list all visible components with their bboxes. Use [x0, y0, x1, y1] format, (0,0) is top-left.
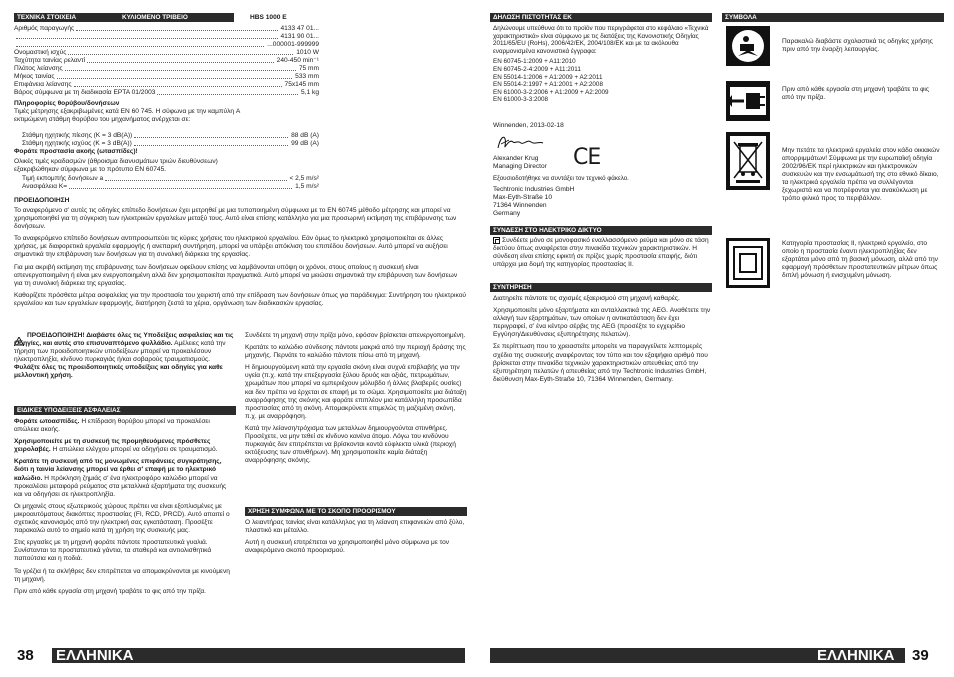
spec-row: [14, 57, 319, 65]
special-p7: Πριν από κάθε εργασία στη μηχανή τραβάτε το φις από την πρίζα.: [14, 587, 206, 595]
signer-title: Managing Director: [493, 163, 547, 171]
spec-leader-dots: [16, 46, 264, 47]
spec-row: [14, 65, 319, 73]
noise-leader-dots: [134, 145, 288, 146]
unplug-icon: [726, 81, 770, 121]
noise-value: 88 dB (A): [291, 132, 319, 139]
special-p3-bold: Κρατάτε τη συσκευή από τις μονωμένες επιφάνειες συγκράτησης, διότι η ταινία λείανσης μπορεί να έρθει σ' επαφή με το ηλεκτρικό καλώδιο.: [14, 458, 222, 482]
left-col2-text: [245, 332, 467, 469]
vibration-label: Τιμή εκπομπής δονήσεων a: [22, 175, 104, 182]
standard-item: EN 61000-3-3:2008: [493, 96, 548, 104]
right-footer-title: ΕΛΛΗΝΙΚΑ: [817, 647, 895, 664]
spec-value: 75 mm: [298, 65, 319, 72]
spec-value: 1010 W: [296, 49, 319, 56]
noise-value: 99 dB (A): [291, 140, 319, 147]
weee-bin-icon: [726, 132, 770, 190]
usage-p2: Αυτή η συσκευή επιτρέπεται να χρησιμοποιηθεί μόνο σύμφωνα με τον αναφερόμενο σκοπό προορισμού.: [245, 539, 450, 555]
caution-p1: Το αναφερόμενο σ' αυτές τις οδηγίες επίπεδο δονήσεων έχει μετρηθεί με μια τυποποιημένη σύμφωνα με το EN 60745 μέθοδο μέτρησης και μπορεί να χρησιμοποιηθεί για τη σύγκριση των ηλεκτρικών εργαλείων μεταξύ τους. Αυτό είναι επίσης κατάλληλο για μια προσωρινή εκτίμηση της επιβάρυνσης των δονήσεων.: [14, 207, 457, 231]
usage-header: [245, 507, 467, 516]
spec-leader-dots: [57, 78, 293, 79]
specs-header-title: ΤΕΧΝΙΚΑ ΣΤΟΙΧΕΙΑ: [17, 14, 77, 21]
company-name: Techtronic Industries GmbH: [493, 186, 575, 193]
spec-row: [14, 25, 319, 33]
declaration-place-date: Winnenden, 2013-02-18: [493, 122, 564, 129]
spec-label: Ονομαστική ισχύς: [14, 49, 67, 56]
vibration-value: 1,5 m/s²: [295, 183, 319, 190]
company-city: 71364 Winnenden: [493, 202, 547, 210]
company-country: Germany: [493, 210, 521, 218]
standard-item: EN 55014-2:1997 + A1:2001 + A2:2008: [493, 81, 603, 89]
spec-label: Πλάτος λείανσης: [14, 65, 63, 72]
noise-label: Στάθμη ηχητικής ισχύος (K = 3 dB(A)): [22, 140, 132, 147]
declaration-intro: Δηλώνουμε υπεύθυνα ότι το προϊόν που περιγράφεται στο κεφάλαιο «Τεχνικά χαρακτηριστικά» είναι σύμφωνο με τις διατάξεις της Κανονιστικής Οδηγίας 2011/65/EU (RoHs), 2006/42/EK, 2004/108/EK και με τα ακόλουθα εναρμονισμένα κανονιστικά έγγραφα:: [493, 25, 709, 55]
mains-header-label: ΣΥΝΔΕΣΗ ΣΤΟ ΗΛΕΚΤΡΙΚΟ ΔΙΚΤΥΟ: [493, 227, 602, 234]
vibration-label: Ανασφάλεια K=: [22, 183, 68, 190]
noise-leader-dots: [134, 137, 288, 138]
spec-label: Αριθμός παραγωγής: [14, 25, 75, 32]
special-p3: [14, 458, 236, 498]
col2-p3: Η δημιουργούμενη κατά την εργασία σκόνη είναι συχνά επιβλαβής για την υγεία (π.χ. κατά την επεξεργασία ξύλου δρυός και οξιάς, πετρωμάτων, χρωμάτων που μπορεί να εμπεριέχουν μόλυβδο ή άλλες βλαβερές ουσίες) και δεν πρέπει να έρχεται σε επαφή με το σώμα. Χρησιμοποιείτε μια διάταξη αναρρόφησης της σκόνης και φοράτε επιπλέον μια κατάλληλη προσωπίδα προστασίας από τη σκόνη. Απομακρύνετε επιμελώς τη μαζεμένη σκόνη, π.χ. με αναρρόφηση.: [245, 364, 467, 420]
spec-leader-dots: [65, 70, 296, 71]
spec-row: [14, 81, 319, 89]
declaration-block: [493, 25, 711, 104]
vibration-value: < 2,5 m/s²: [289, 175, 319, 182]
left-footer-title: ΕΛΛΗΝΙΚΑ: [56, 647, 134, 664]
caution-p2: Το αναφερόμενο επίπεδο δονήσεων αντιπροσωπεύει τις κύριες χρήσεις του ηλεκτρικού εργαλείου. Εάν όμως το ηλεκτρικό χρησιμοποιείται σε άλλες χρήσεις, με διαφορετικά εργαλεία εφαρμογής ή ανεπαρκή συντήρηση, μπορεί να υπάρξει απόκλιση του επιπέδου δονήσεων. Αυτό μπορεί να αυξήσει σημαντικά την επιβάρυνση των δονήσεων για τη συνολική διάρκεια της εργασίας.: [14, 235, 448, 259]
special-p5: Στις εργασίες με τη μηχανή φοράτε πάντοτε προστατευτικά γυαλιά. Συνίστανται τα προστατευτικά γάντια, τα σταθερά και αντιολισθητικά παπούτσια και η ποδιά.: [14, 539, 212, 563]
special-p2-text: Η απώλεια ελέγχου μπορεί να οδηγήσει σε τραυματισμό.: [50, 446, 218, 454]
spec-leader-dots: [74, 86, 282, 87]
maintenance-p3: Σε περίπτωση που το χρειαστείτε μπορείτε να παραγγείλετε λεπτομερές σχέδιο της συσκευής αναφέροντας τον τύπο και τον εξαψήφιο αριθμό που βρίσκεται στην πινακίδα τεχνικών χαρακτηριστικών απευθείας από την εξυπηρέτηση πελατών ή απευθείας από την Techtronic Industries GmbH, διεύθυνση Max-Eyth-Straße 10, 71364 Winnenden, Germany.: [493, 343, 708, 383]
spec-value: 533 mm: [295, 73, 319, 80]
caution-p4: Καθορίζετε πρόσθετα μέτρα ασφαλείας για την προστασία του χειριστή από την επίδραση των δονήσεων όπως για παράδειγμα: Συντήρηση του ηλεκτρικού εργαλείου και των εργαλείων εφαρμογής, διατήρηση ζεστά τα χέρια, οργάνωση των διαδικασιών εργασίας.: [14, 291, 466, 307]
warning-title: ΠΡΟΕΙΔΟΠΟΙΗΣΗ! Διαβάστε όλες τις Υποδείξεις ασφαλείας και τις Οδηγίες, και αυτές στο επισυναπτόμενο φυλλάδιο.: [14, 332, 234, 348]
caution-p3: Για μια ακριβή εκτίμηση της επιβάρυνσης των δονήσεων οφείλουν επίσης να λαμβάνονται υπόψη οι χρόνοι, στους οποίους η συσκευή είναι απενεργοποιημένη ή είναι μεν ενεργοποιημένη αλλά δεν χρησιμοποιείται πραγματικά. Αυτό μπορεί να μειώσει σημαντικά την επιβάρυνση των δονήσεων για τη συνολική διάρκεια της εργασίας.: [14, 263, 458, 287]
col2-p1: Συνδέετε τη μηχανή στην πρίζα μόνο, εφόσον βρίσκεται απενεργοποιημένη.: [245, 332, 466, 339]
special-p6: Τα γρέζια ή τα σκλήθρες δεν επιτρέπεται να απομακρύνονται με κινούμενη τη μηχανή.: [14, 567, 230, 583]
col2-p4: Κατά την λείανση/τρόχισμα των μεταλλων δημιουργούνται σπινθήρες. Προσέχετε, να μην τεθεί σε κίνδυνο κανένα άτομο. Λόγω του κινδύνου πυρκαγιάς δεν επιτρέπεται να βρίσκονται κοντά εύφλεκτα υλικά (περιοχή εκτόξευσης των σπινθήρων). Μη χρησιμοποιείτε καμία διάταξη αναρρόφησης σκόνης.: [245, 424, 456, 465]
company-street: Max-Eyth-Straße 10: [493, 194, 552, 202]
signature-icon: [495, 130, 555, 154]
noise-block: [14, 100, 304, 124]
noise-row: [22, 132, 319, 140]
symbol-text-3: Μην πετάτε τα ηλεκτρικά εργαλεία στον κάδο οικιακών απορριμμάτων! Σύμφωνα με την ευρωπαϊκή οδηγία 2002/96/ΕΚ περί ηλεκτρικών και ηλεκτρονικών συσκευών και την ενσωμάτωσή της στο εθνικό δίκαιο, τα ηλεκτρικά εργαλεία πρέπει να συλλέγονται ξεχωριστά και να ποτρέφονται για ανακύκλωση με τρόπο φιλικό προς το περιβάλλον.: [782, 147, 940, 202]
special-safety-header: [14, 406, 236, 415]
standard-item: EN 60745-2-4:2009 + A11:2011: [493, 65, 581, 73]
spec-leader-dots: [157, 94, 298, 95]
noise-row: [22, 140, 319, 148]
warning-block: [14, 332, 236, 381]
spec-leader-dots: [87, 62, 274, 63]
standards-list: [493, 58, 711, 104]
spec-label: Επιφάνεια λείανσης: [14, 81, 72, 88]
special-p2-bold: Χρησιμοποιείτε με τη συσκευή τις προμηθευόμενες πρόσθετες χειρολαβές.: [14, 438, 211, 454]
vibration-leader-dots: [105, 180, 286, 181]
spec-value: 4131 90 01...: [280, 33, 319, 40]
vibration-intro: Ολικές τιμές κραδασμών (άθροισμα διανυσμάτων τριών διευθύνσεων) εξακριβώθηκαν σύμφωνα με το πρότυπο EN 60745.: [14, 158, 218, 174]
ear-protection-note: Φοράτε προστασία ακοής (ωτασπίδες)!: [14, 148, 138, 155]
usage-text: [245, 519, 467, 559]
spec-value: 4133 47 01...: [280, 25, 319, 32]
standard-item: EN 61000-3-2:2006 + A1:2009 + A2:2009: [493, 88, 609, 96]
ce-mark-icon: CE: [573, 145, 601, 170]
maintenance-header: [490, 283, 712, 292]
spec-row: [14, 33, 319, 41]
symbols-header-label: ΣΥΜΒΟΛΑ: [725, 14, 757, 21]
symbol-text-2: Πριν από κάθε εργασία στη μηχανή τραβάτε το φις από την πρίζα.: [782, 86, 930, 101]
standard-item: EN 60745-1:2009 + A11:2010: [493, 58, 576, 66]
noise-label: Στάθμη ηχητικής πίεσης (K = 3 dB(A)): [22, 132, 133, 139]
spec-value: 240-450 min⁻¹: [276, 57, 319, 64]
signer-name: Alexander Krug: [493, 155, 539, 162]
declaration-header: [490, 13, 712, 22]
special-p4: Οι μηχανές στους εξωτερικούς χώρους πρέπει να είναι εξοπλισμένες με μικροαυτόματους διακόπτες προστασίας (FI, RCD, PRCD). Αυτό απαιτεί ο σχετικός κανονισμός από την ηλεκτρική σας εγκατάσταση. Προσέξτε παρακαλώ αυτό το σημείο κατά τη χρήση της συσκευής μας.: [14, 502, 230, 535]
company-address: [493, 186, 643, 218]
caution-text: [14, 207, 466, 312]
usage-header-label: ΧΡΗΣΗ ΣΥΜΦΩΝΑ ΜΕ ΤΟ ΣΚΟΠΟ ΠΡΟΟΡΙΣΜΟΥ: [248, 508, 396, 515]
read-manual-icon: [726, 26, 770, 66]
special-p1-text: Η επίδραση θορύβου μπορεί να προκαλέσει απώλεια ακοής.: [14, 418, 210, 434]
special-safety-text: [14, 418, 236, 600]
vibration-leader-dots: [69, 188, 292, 189]
spec-label: Μήκος ταινίας: [14, 73, 55, 80]
specs-header-product: ΚΥΛΙΟΜΕΝΟ ΤΡΙΒΕΙΟ: [122, 14, 188, 21]
noise-intro: Τιμές μέτρησης εξακριβωμένες κατά EN 60 745. Η σύφωνα με την καμπύλη A εκτιμώμενη στάθμη θορύβου του μηχανήματος ανέρχεται σε:: [14, 108, 240, 124]
caution-title: ΠΡΟΕΙΔΟΠΟΙΗΣΗ: [14, 197, 70, 204]
symbol-text-4: Κατηγορία προστασίας II, ηλεκτρικό εργαλείο, στο οποίο η προστασία έναντι ηλεκτροπληξίας δεν εξαρτάται μόνο από τη βασική μόνωση, αλλά από την εφαρμογή πρόσθετων προστατευτικών μέτρων όπως διπλή μόνωση ή ενισχυμένη μόνωση.: [782, 240, 938, 279]
special-safety-header-label: ΕΙΔΙΚΕΣ ΥΠΟΔΕΙΞΕΙΣ ΑΣΦΑΛΕΙΑΣ: [17, 407, 121, 414]
special-p2: [14, 438, 236, 454]
special-p3-text: Η πρόκληση ζημιάς σ' ένα ηλεκτροφόρο καλώδιο μπορεί να προκαλέσει μεταφορά ρεύματος στα μεταλλικά εξαρτήματα της συσκευής και να οδηγήσει σε ηλεκτροπληξία.: [14, 474, 227, 498]
spec-row: [14, 41, 319, 49]
right-page-number: 39: [912, 647, 929, 664]
vibration-row: [22, 175, 319, 183]
usage-p1: Ο λειαντήρας ταινίας είναι κατάλληλος για τη λείανση επιφανειών από ξύλο, πλαστικό και μέταλλο.: [245, 519, 465, 535]
spec-value: 5,1 kg: [301, 89, 319, 96]
mains-header: [490, 226, 712, 235]
spec-row: [14, 89, 319, 97]
col2-p2: Κρατάτε το καλώδιο σύνδεσης πάντοτε μακριά από την περιοχή δράσης της μηχανής. Περνάτε το καλώδιο πάντοτε πίσω από τη μηχανή.: [245, 344, 466, 360]
spec-value: 75x145 mm: [284, 81, 319, 88]
symbol-text-1: Παρακαλώ διαβάστε σχολαστικά τις οδηγίες χρήσης πριν από την έναρξη λειτουργίας.: [782, 38, 933, 53]
specs-header-model: HBS 1000 E: [250, 14, 287, 21]
noise-title: Πληροφορίες θορύβου/δονήσεων: [14, 100, 120, 107]
special-p1-bold: Φοράτε ωτοασπίδες.: [14, 418, 80, 425]
spec-label: Βάρος σύμφωνα με τη διαδικασία EPTA 01/2003: [14, 89, 156, 96]
protection-class-ii-icon: [726, 238, 770, 288]
declaration-header-label: ΔΗΛΩΣΗ ΠΙΣΤΟΤΗΤΑΣ ΕΚ: [493, 14, 572, 21]
maintenance-header-label: ΣΥΝΤΗΡΗΣΗ: [493, 284, 532, 291]
symbols-header: [722, 13, 944, 22]
maintenance-p1: Διατηρείτε πάντοτε τις σχισμές εξαερισμού στη μηχανή καθαρές.: [493, 295, 680, 302]
spec-label: Ταχύτητα ταινίας ρελαντί: [14, 57, 86, 64]
special-p1: [14, 418, 236, 434]
left-page-number: 38: [17, 647, 34, 664]
warning-body: Αμέλειες κατά την τήρηση των προειδοποιητικών υποδείξεων μπορεί να προκαλέσουν ηλεκτροπληξία, κίνδυνο πυρκαγιάς ή/και σοβαρούς τραυματισμούς.: [14, 340, 226, 364]
maintenance-text: [493, 295, 711, 388]
spec-leader-dots: [16, 38, 278, 39]
vibration-row: [22, 183, 319, 191]
authorized-note: Εξουσιοδοτήθηκε να συντάξει τον τεχνικό φάκελο.: [493, 175, 629, 182]
spec-leader-dots: [76, 30, 277, 31]
warning-keep: Φυλάξτε όλες τις προειδοποιητικές υποδείξεις και οδηγίες για καθε μελλοντική χρήση.: [14, 364, 223, 380]
mains-text: Συνδέετε μόνο σε μονοφασικό εναλλασσόμενο ρεύμα και μόνο σε τάση δικτύου όπως αναφέρεται στην πινακίδα τεχνικών χαρακτηριστικών. Η σύνδεση είναι επίσης εφικτή σε πρίζες χωρίς προστασία επαφής, διότι υπάρχει μια δομή της κατηγορίας προστασίας II.: [493, 237, 709, 269]
spec-row: [14, 73, 319, 81]
spec-value: ...000001-999999: [267, 41, 319, 48]
spec-leader-dots: [68, 54, 293, 55]
spec-row: [14, 49, 319, 57]
maintenance-p2: Χρησιμοποιείτε μόνο εξαρτήματα και ανταλλακτικά της AEG. Αναθέτετε την αλλαγή των εξαρτημάτων, των οποίων η αντικατάσταση δεν έχει περιγραφεί, σ' ένα κέντρο σέρβις της AEG (προσέξτε το εγχειρίδιο Εγγύηση/Διευθύνσεις εξυπηρέτησης πελατών).: [493, 307, 711, 339]
standard-item: EN 55014-1:2006 + A1:2009 + A2:2011: [493, 73, 603, 81]
signer-block: [493, 155, 593, 171]
